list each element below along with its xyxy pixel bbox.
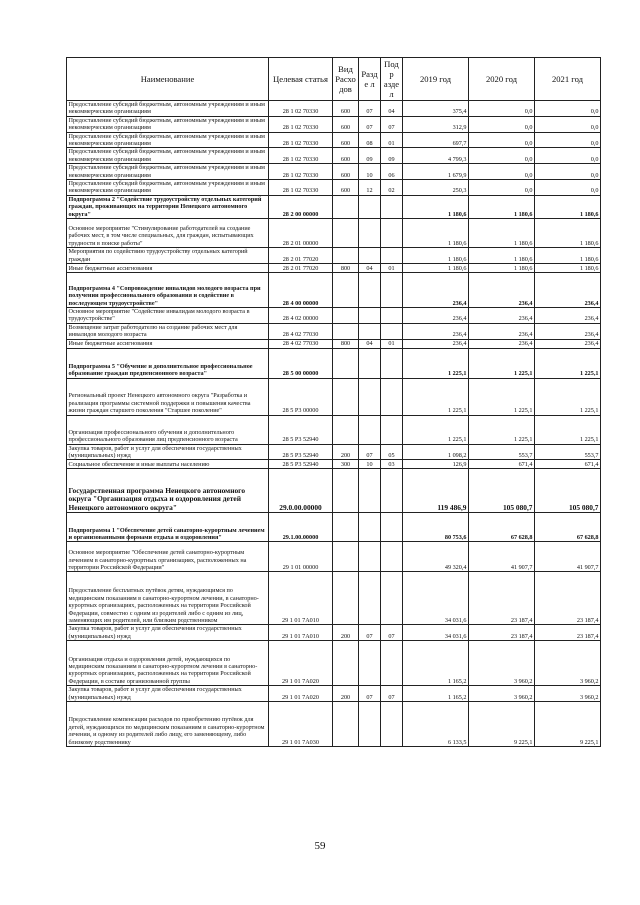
row-name: Основное мероприятие "Обеспечение детей санаторно-курортным лечением в санаторно-курортных организациях, расположенных на территории Российской Федерации" bbox=[67, 542, 269, 572]
row-value-2019: 1 225,1 bbox=[403, 378, 469, 415]
row-value-2019: 1 180,6 bbox=[403, 248, 469, 264]
row-section: 07 bbox=[359, 101, 381, 117]
row-value-2019: 697,7 bbox=[403, 132, 469, 148]
table-row bbox=[67, 180, 601, 196]
table-row bbox=[67, 686, 601, 702]
row-section: 04 bbox=[359, 263, 381, 272]
row-subsection bbox=[381, 701, 403, 746]
header-section: Разде л bbox=[359, 58, 381, 101]
row-value-2021: 41 907,7 bbox=[535, 542, 601, 572]
row-value-2020: 236,4 bbox=[469, 272, 535, 307]
row-target-article: 28 2 01 00000 bbox=[269, 219, 333, 248]
row-target-article: 28 1 02 70330 bbox=[269, 180, 333, 196]
row-target-article: 28 5 Р3 52940 bbox=[269, 460, 333, 469]
row-subsection bbox=[381, 513, 403, 542]
row-section bbox=[359, 348, 381, 378]
row-name: Закупка товаров, работ и услуг для обеспечения государственных (муниципальных) нужд bbox=[67, 444, 269, 460]
row-section: 10 bbox=[359, 164, 381, 180]
row-value-2020: 236,4 bbox=[469, 307, 535, 323]
row-value-2020: 9 225,1 bbox=[469, 701, 535, 746]
row-section: 09 bbox=[359, 148, 381, 164]
row-subsection bbox=[381, 469, 403, 513]
row-subsection: 07 bbox=[381, 686, 403, 702]
header-subsection: Подр аздел bbox=[381, 58, 403, 101]
row-target-article: 28 1 02 70330 bbox=[269, 101, 333, 117]
row-value-2021: 671,4 bbox=[535, 460, 601, 469]
row-name: Основное мероприятие "Стимулирование работодателей на создание рабочих мест, в том числе специальных, для граждан, испытывающих трудности в поиске работы" bbox=[67, 219, 269, 248]
row-expense-type: 600 bbox=[333, 148, 359, 164]
row-target-article: 28 5 Р3 52940 bbox=[269, 444, 333, 460]
table-row bbox=[67, 116, 601, 132]
row-value-2019: 1 679,9 bbox=[403, 164, 469, 180]
row-value-2020: 41 907,7 bbox=[469, 542, 535, 572]
row-value-2019: 1 165,2 bbox=[403, 641, 469, 686]
row-value-2021: 67 628,8 bbox=[535, 513, 601, 542]
row-target-article: 28 1 02 70330 bbox=[269, 132, 333, 148]
table-row bbox=[67, 148, 601, 164]
row-expense-type bbox=[333, 307, 359, 323]
table-row bbox=[67, 460, 601, 469]
row-subsection bbox=[381, 641, 403, 686]
row-value-2019: 236,4 bbox=[403, 323, 469, 339]
row-target-article: 28 5 00 00000 bbox=[269, 348, 333, 378]
row-section bbox=[359, 323, 381, 339]
row-value-2021: 1 180,6 bbox=[535, 219, 601, 248]
row-section bbox=[359, 542, 381, 572]
row-value-2021: 0,0 bbox=[535, 116, 601, 132]
row-value-2019: 80 753,6 bbox=[403, 513, 469, 542]
header-name: Наименование bbox=[67, 58, 269, 101]
header-target-article: Целевая статья bbox=[269, 58, 333, 101]
header-year-2020: 2020 год bbox=[469, 58, 535, 101]
row-value-2021: 0,0 bbox=[535, 101, 601, 117]
row-value-2019: 34 031,6 bbox=[403, 572, 469, 625]
row-value-2020: 0,0 bbox=[469, 164, 535, 180]
row-target-article: 29 1 01 7А020 bbox=[269, 686, 333, 702]
table-row bbox=[67, 164, 601, 180]
row-name: Государственная программа Ненецкого автономного округа "Организация отдыха и оздоровления детей Ненецкого автономного округа" bbox=[67, 469, 269, 513]
row-subsection: 04 bbox=[381, 101, 403, 117]
table-row bbox=[67, 444, 601, 460]
row-value-2021: 236,4 bbox=[535, 323, 601, 339]
row-value-2020: 1 225,1 bbox=[469, 415, 535, 444]
table-row bbox=[67, 272, 601, 307]
row-value-2021: 1 180,6 bbox=[535, 263, 601, 272]
row-value-2020: 671,4 bbox=[469, 460, 535, 469]
row-subsection: 03 bbox=[381, 460, 403, 469]
row-subsection bbox=[381, 248, 403, 264]
row-value-2020: 3 960,2 bbox=[469, 641, 535, 686]
row-value-2020: 236,4 bbox=[469, 323, 535, 339]
row-name: Предоставление субсидий бюджетным, автономным учреждениям и иным некоммерческим организациям bbox=[67, 180, 269, 196]
row-value-2019: 126,9 bbox=[403, 460, 469, 469]
row-name: Закупка товаров, работ и услуг для обеспечения государственных (муниципальных) нужд bbox=[67, 686, 269, 702]
header-expense-type: Вид Расхо дов bbox=[333, 58, 359, 101]
row-value-2021: 553,7 bbox=[535, 444, 601, 460]
row-section: 07 bbox=[359, 625, 381, 641]
row-value-2019: 1 098,2 bbox=[403, 444, 469, 460]
row-value-2019: 236,4 bbox=[403, 272, 469, 307]
row-expense-type bbox=[333, 348, 359, 378]
row-section bbox=[359, 219, 381, 248]
table-row bbox=[67, 641, 601, 686]
row-name: Предоставление субсидий бюджетным, автономным учреждениям и иным некоммерческим организациям bbox=[67, 148, 269, 164]
row-target-article: 29 1 01 7А030 bbox=[269, 701, 333, 746]
row-subsection bbox=[381, 378, 403, 415]
row-subsection bbox=[381, 195, 403, 218]
row-name: Подпрограмма 4 "Сопровождение инвалидов молодого возраста при получении профессионального образования и содействие в последующем трудоустройстве" bbox=[67, 272, 269, 307]
row-value-2021: 1 180,6 bbox=[535, 195, 601, 218]
table-row bbox=[67, 625, 601, 641]
row-expense-type: 800 bbox=[333, 263, 359, 272]
row-value-2021: 0,0 bbox=[535, 132, 601, 148]
row-expense-type: 200 bbox=[333, 625, 359, 641]
row-section bbox=[359, 701, 381, 746]
row-expense-type: 800 bbox=[333, 339, 359, 348]
row-subsection: 01 bbox=[381, 263, 403, 272]
row-subsection: 02 bbox=[381, 180, 403, 196]
table-row bbox=[67, 339, 601, 348]
row-target-article: 28 1 02 70330 bbox=[269, 116, 333, 132]
row-expense-type bbox=[333, 272, 359, 307]
row-section: 12 bbox=[359, 180, 381, 196]
row-name: Организация отдыха и оздоровления детей, нуждающихся по медицинским показаниям в санаторно-курортном лечении в санаторно-курортных организациях, расположенных на территории Российской Федерации, в составе организованной группы bbox=[67, 641, 269, 686]
row-name: Региональный проект Ненецкого автономного округа "Разработка и реализация программы системной поддержки и повышения качества жизни граждан старшего поколения "Старшее поколение" bbox=[67, 378, 269, 415]
row-value-2021: 9 225,1 bbox=[535, 701, 601, 746]
row-value-2020: 0,0 bbox=[469, 148, 535, 164]
row-expense-type: 600 bbox=[333, 116, 359, 132]
row-section bbox=[359, 415, 381, 444]
row-target-article: 29 1 01 7А020 bbox=[269, 641, 333, 686]
row-expense-type bbox=[333, 219, 359, 248]
row-value-2021: 0,0 bbox=[535, 180, 601, 196]
row-name: Иные бюджетные ассигнования bbox=[67, 263, 269, 272]
row-subsection bbox=[381, 415, 403, 444]
row-section: 07 bbox=[359, 444, 381, 460]
row-value-2020: 1 180,6 bbox=[469, 248, 535, 264]
row-expense-type bbox=[333, 641, 359, 686]
row-expense-type bbox=[333, 513, 359, 542]
row-expense-type: 600 bbox=[333, 164, 359, 180]
row-expense-type bbox=[333, 248, 359, 264]
row-value-2019: 1 180,6 bbox=[403, 263, 469, 272]
row-section: 07 bbox=[359, 116, 381, 132]
row-subsection: 07 bbox=[381, 116, 403, 132]
row-target-article: 29 1 01 7А010 bbox=[269, 625, 333, 641]
row-value-2020: 553,7 bbox=[469, 444, 535, 460]
row-name: Предоставление компенсации расходов по приобретению путёвок для детей, нуждающихся по медицинским показаниям в санаторно-курортном лечении, и одному из родителей либо лицу, его заменяющему, либо близкому родственнику bbox=[67, 701, 269, 746]
row-name: Иные бюджетные ассигнования bbox=[67, 339, 269, 348]
table-row bbox=[67, 263, 601, 272]
row-section bbox=[359, 248, 381, 264]
row-expense-type bbox=[333, 542, 359, 572]
row-value-2021: 105 080,7 bbox=[535, 469, 601, 513]
row-subsection bbox=[381, 219, 403, 248]
row-section: 07 bbox=[359, 686, 381, 702]
row-expense-type: 600 bbox=[333, 180, 359, 196]
row-subsection bbox=[381, 307, 403, 323]
row-section bbox=[359, 641, 381, 686]
table-row bbox=[67, 572, 601, 625]
table-row bbox=[67, 701, 601, 746]
table-row bbox=[67, 132, 601, 148]
row-subsection: 07 bbox=[381, 625, 403, 641]
row-section bbox=[359, 272, 381, 307]
table-row bbox=[67, 307, 601, 323]
row-target-article: 28 1 02 70330 bbox=[269, 164, 333, 180]
row-section bbox=[359, 307, 381, 323]
row-target-article: 28 2 01 77020 bbox=[269, 248, 333, 264]
row-subsection bbox=[381, 272, 403, 307]
row-expense-type bbox=[333, 469, 359, 513]
page-number: 59 bbox=[314, 840, 326, 852]
table-row bbox=[67, 378, 601, 415]
row-name: Предоставление субсидий бюджетным, автономным учреждениям и иным некоммерческим организациям bbox=[67, 132, 269, 148]
row-target-article: 28 1 02 70330 bbox=[269, 148, 333, 164]
row-name: Организация профессионального обучения и дополнительного профессионального образования лиц предпенсионного возраста bbox=[67, 415, 269, 444]
row-section bbox=[359, 195, 381, 218]
table-row bbox=[67, 323, 601, 339]
row-value-2020: 23 187,4 bbox=[469, 572, 535, 625]
row-target-article: 29.0.00.00000 bbox=[269, 469, 333, 513]
row-name: Основное мероприятие "Содействие инвалидам молодого возраста в трудоустройстве" bbox=[67, 307, 269, 323]
row-name: Возмещение затрат работодателю на создание рабочих мест для инвалидов молодого возраста bbox=[67, 323, 269, 339]
table-row bbox=[67, 348, 601, 378]
row-value-2020: 1 180,6 bbox=[469, 219, 535, 248]
row-value-2021: 1 225,1 bbox=[535, 378, 601, 415]
header-year-2021: 2021 год bbox=[535, 58, 601, 101]
row-value-2019: 236,4 bbox=[403, 339, 469, 348]
row-value-2019: 375,4 bbox=[403, 101, 469, 117]
row-section bbox=[359, 378, 381, 415]
row-value-2020: 1 180,6 bbox=[469, 195, 535, 218]
row-value-2019: 1 180,6 bbox=[403, 219, 469, 248]
row-value-2020: 105 080,7 bbox=[469, 469, 535, 513]
table-row bbox=[67, 513, 601, 542]
row-value-2019: 49 320,4 bbox=[403, 542, 469, 572]
row-subsection bbox=[381, 572, 403, 625]
row-subsection bbox=[381, 348, 403, 378]
row-value-2020: 1 180,6 bbox=[469, 263, 535, 272]
row-target-article: 28 2 00 00000 bbox=[269, 195, 333, 218]
row-value-2019: 34 031,6 bbox=[403, 625, 469, 641]
row-value-2020: 0,0 bbox=[469, 180, 535, 196]
row-section: 04 bbox=[359, 339, 381, 348]
row-expense-type: 200 bbox=[333, 686, 359, 702]
row-value-2020: 0,0 bbox=[469, 132, 535, 148]
row-subsection: 01 bbox=[381, 339, 403, 348]
row-section: 08 bbox=[359, 132, 381, 148]
row-value-2021: 236,4 bbox=[535, 272, 601, 307]
row-target-article: 28 4 02 00000 bbox=[269, 307, 333, 323]
budget-table bbox=[66, 57, 601, 747]
row-subsection: 06 bbox=[381, 164, 403, 180]
row-name: Мероприятия по содействию трудоустройству отдельных категорий граждан bbox=[67, 248, 269, 264]
row-expense-type bbox=[333, 415, 359, 444]
table-row bbox=[67, 195, 601, 218]
row-section bbox=[359, 572, 381, 625]
row-value-2021: 1 180,6 bbox=[535, 248, 601, 264]
row-value-2019: 6 133,5 bbox=[403, 701, 469, 746]
row-value-2021: 0,0 bbox=[535, 164, 601, 180]
row-value-2021: 1 225,1 bbox=[535, 415, 601, 444]
table-header-row bbox=[67, 58, 601, 101]
row-target-article: 28 5 Р3 00000 bbox=[269, 378, 333, 415]
row-value-2020: 1 225,1 bbox=[469, 378, 535, 415]
row-value-2019: 1 165,2 bbox=[403, 686, 469, 702]
row-value-2021: 236,4 bbox=[535, 307, 601, 323]
row-value-2021: 3 960,2 bbox=[535, 686, 601, 702]
row-expense-type bbox=[333, 323, 359, 339]
row-expense-type: 600 bbox=[333, 132, 359, 148]
row-value-2021: 0,0 bbox=[535, 148, 601, 164]
row-target-article: 28 4 02 77030 bbox=[269, 323, 333, 339]
row-target-article: 29 1 01 00000 bbox=[269, 542, 333, 572]
row-value-2020: 1 225,1 bbox=[469, 348, 535, 378]
row-target-article: 29.1.00.00000 bbox=[269, 513, 333, 542]
table-row bbox=[67, 101, 601, 117]
row-subsection: 05 bbox=[381, 444, 403, 460]
row-value-2021: 23 187,4 bbox=[535, 625, 601, 641]
row-name: Подпрограмма 2 "Содействие трудоустройству отдельных категорий граждан, проживающих на территории Ненецкого автономного округа" bbox=[67, 195, 269, 218]
row-name: Предоставление субсидий бюджетным, автономным учреждениям и иным некоммерческим организациям bbox=[67, 116, 269, 132]
row-expense-type: 300 bbox=[333, 460, 359, 469]
table-row bbox=[67, 469, 601, 513]
row-value-2021: 236,4 bbox=[535, 339, 601, 348]
row-expense-type bbox=[333, 195, 359, 218]
row-value-2019: 4 799,3 bbox=[403, 148, 469, 164]
row-section bbox=[359, 469, 381, 513]
row-value-2020: 3 960,2 bbox=[469, 686, 535, 702]
row-name: Социальное обеспечение и иные выплаты населению bbox=[67, 460, 269, 469]
row-value-2019: 119 486,9 bbox=[403, 469, 469, 513]
row-target-article: 28 5 Р3 52940 bbox=[269, 415, 333, 444]
table-row bbox=[67, 248, 601, 264]
row-name: Подпрограмма 5 "Обучение и дополнительное профессиональное образование граждан предпенсионного возраста" bbox=[67, 348, 269, 378]
row-target-article: 28 2 01 77020 bbox=[269, 263, 333, 272]
row-value-2020: 0,0 bbox=[469, 101, 535, 117]
row-value-2020: 0,0 bbox=[469, 116, 535, 132]
row-subsection: 01 bbox=[381, 132, 403, 148]
row-value-2019: 250,3 bbox=[403, 180, 469, 196]
row-value-2019: 1 225,1 bbox=[403, 348, 469, 378]
row-expense-type: 200 bbox=[333, 444, 359, 460]
row-subsection bbox=[381, 542, 403, 572]
row-section: 10 bbox=[359, 460, 381, 469]
header-year-2019: 2019 год bbox=[403, 58, 469, 101]
table-row bbox=[67, 542, 601, 572]
row-name: Закупка товаров, работ и услуг для обеспечения государственных (муниципальных) нужд bbox=[67, 625, 269, 641]
row-target-article: 28 4 00 00000 bbox=[269, 272, 333, 307]
row-expense-type: 600 bbox=[333, 101, 359, 117]
row-name: Предоставление субсидий бюджетным, автономным учреждениям и иным некоммерческим организациям bbox=[67, 101, 269, 117]
row-target-article: 28 4 02 77030 bbox=[269, 339, 333, 348]
row-value-2020: 236,4 bbox=[469, 339, 535, 348]
row-name: Подпрограмма 1 "Обеспечение детей санаторно-курортным лечением и организованными формами отдыха и оздоровления" bbox=[67, 513, 269, 542]
row-name: Предоставление субсидий бюджетным, автономным учреждениям и иным некоммерческим организациям bbox=[67, 164, 269, 180]
row-value-2021: 23 187,4 bbox=[535, 572, 601, 625]
row-value-2021: 3 960,2 bbox=[535, 641, 601, 686]
row-expense-type bbox=[333, 572, 359, 625]
row-value-2020: 67 628,8 bbox=[469, 513, 535, 542]
row-name: Предоставление бесплатных путёвок детям, нуждающимся по медицинским показаниям в санаторно-курортном лечении, в санаторно-курортных организациях, расположенных на территории Российской Федерации, совместно с одним из родителей либо с одним из лиц, заменяющих им родителей, или близким родственником bbox=[67, 572, 269, 625]
table-row bbox=[67, 415, 601, 444]
row-value-2019: 1 225,1 bbox=[403, 415, 469, 444]
row-target-article: 29 1 01 7А010 bbox=[269, 572, 333, 625]
row-value-2019: 1 180,6 bbox=[403, 195, 469, 218]
row-section bbox=[359, 513, 381, 542]
row-value-2021: 1 225,1 bbox=[535, 348, 601, 378]
row-value-2020: 23 187,4 bbox=[469, 625, 535, 641]
table-row bbox=[67, 219, 601, 248]
row-expense-type bbox=[333, 378, 359, 415]
row-subsection: 09 bbox=[381, 148, 403, 164]
row-value-2019: 312,9 bbox=[403, 116, 469, 132]
row-expense-type bbox=[333, 701, 359, 746]
row-subsection bbox=[381, 323, 403, 339]
row-value-2019: 236,4 bbox=[403, 307, 469, 323]
